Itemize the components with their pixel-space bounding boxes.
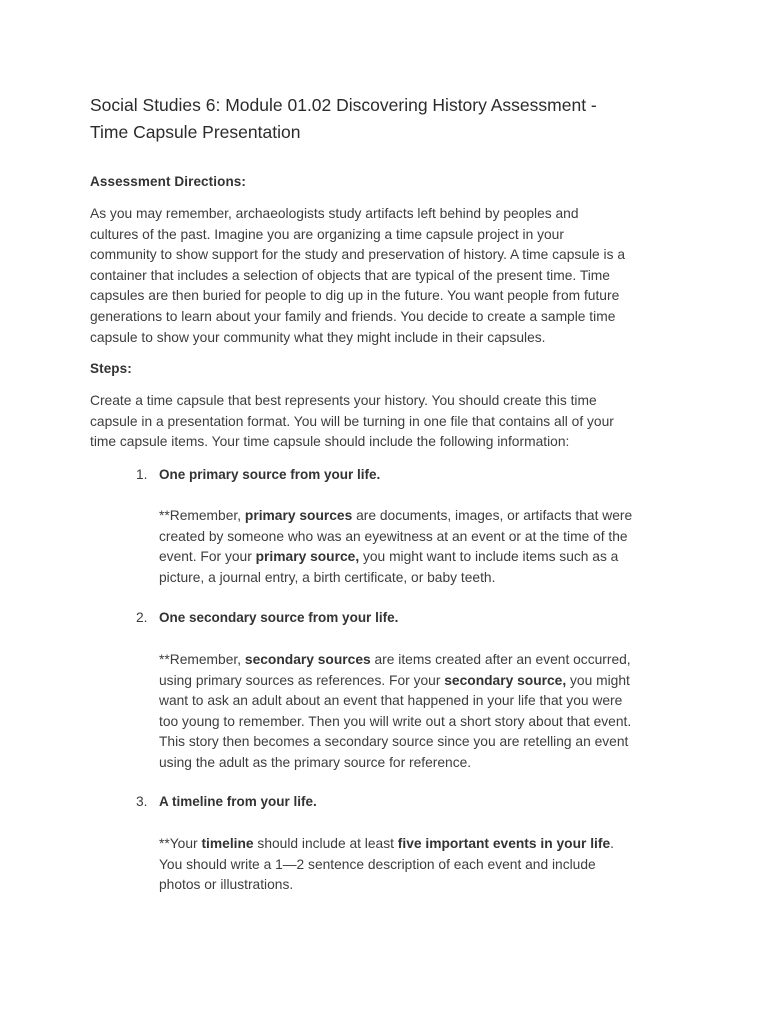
text-run: should include at least bbox=[253, 836, 398, 851]
body-line: photos or illustrations. bbox=[159, 877, 294, 893]
paragraph-line: community to show support for the study and preservation of history. A time capsule is a bbox=[90, 247, 626, 263]
text-run: using primary sources as references. For your bbox=[159, 672, 445, 688]
text-run: are documents, images, or artifacts that were bbox=[352, 508, 633, 523]
steps-paragraph bbox=[90, 391, 690, 453]
title-line-2: Time Capsule Presentation bbox=[90, 122, 301, 142]
list-item-title: A timeline from your life. bbox=[159, 794, 317, 809]
directions-paragraph bbox=[90, 204, 690, 348]
paragraph-line: capsule to show your community what they might include in their capsules. bbox=[90, 329, 546, 345]
paragraph-line: generations to learn about your family and friends. You decide to create a sample time bbox=[90, 308, 616, 324]
body-line: too young to remember. Then you will write out a short story about that event. bbox=[159, 713, 632, 729]
bold-term: primary source, bbox=[255, 549, 360, 565]
bold-term: secondary source, bbox=[444, 672, 567, 688]
bold-term: five important events in your life bbox=[397, 836, 611, 851]
body-line bbox=[159, 834, 699, 855]
body-line: picture, a journal entry, a birth certificate, or baby teeth. bbox=[159, 569, 496, 585]
bold-term: timeline bbox=[201, 836, 254, 851]
list-item-number: 1. bbox=[136, 467, 148, 482]
list-item-body bbox=[159, 650, 699, 774]
paragraph-line: time capsule items. Your time capsule should include the following information: bbox=[90, 434, 570, 450]
body-line bbox=[159, 547, 699, 568]
paragraph-line: capsule in a presentation format. You will be turning in one file that contains all of your bbox=[90, 413, 614, 429]
paragraph-line: container that includes a selection of objects that are typical of the present time. Time bbox=[90, 267, 610, 283]
paragraph-line: Create a time capsule that best represents your history. You should create this time bbox=[90, 393, 597, 408]
list-item-body bbox=[159, 834, 699, 896]
bold-term: secondary sources bbox=[244, 652, 371, 667]
list-item-title: One secondary source from your life. bbox=[159, 610, 399, 625]
text-run: event. For your bbox=[159, 549, 256, 565]
text-run: **Remember, bbox=[159, 652, 245, 667]
title-line-1: Social Studies 6: Module 01.02 Discovering History Assessment - bbox=[90, 95, 597, 115]
text-run: **Your bbox=[159, 836, 202, 851]
list-item-body bbox=[159, 506, 699, 588]
paragraph-line: cultures of the past. Imagine you are organizing a time capsule project in your bbox=[90, 226, 564, 242]
paragraph-line: As you may remember, archaeologists study artifacts left behind by peoples and bbox=[90, 206, 579, 221]
body-line bbox=[159, 506, 699, 527]
text-run: **Remember, bbox=[159, 508, 245, 523]
body-line: using the adult as the primary source for reference. bbox=[159, 754, 472, 770]
text-run: . bbox=[610, 836, 615, 851]
body-line: You should write a 1—2 sentence description of each event and include bbox=[159, 856, 596, 872]
text-run: you might want to include items such as a bbox=[359, 549, 619, 565]
page-title bbox=[90, 92, 690, 146]
directions-heading: Assessment Directions: bbox=[90, 174, 247, 189]
paragraph-line: capsules are then buried for people to dig up in the future. You want people from future bbox=[90, 288, 620, 304]
steps-heading: Steps: bbox=[90, 361, 132, 376]
bold-term: primary sources bbox=[244, 508, 353, 523]
list-item-number: 2. bbox=[136, 610, 148, 625]
body-line: created by someone who was an eyewitness at an event or at the time of the bbox=[159, 528, 628, 544]
body-line: This story then becomes a secondary source since you are retelling an event bbox=[159, 734, 629, 750]
body-line bbox=[159, 671, 699, 692]
text-run: you might bbox=[566, 672, 630, 688]
list-item-number: 3. bbox=[136, 794, 148, 809]
body-line: want to ask an adult about an event that happened in your life that you were bbox=[159, 693, 623, 709]
text-run: are items created after an event occurred, bbox=[370, 652, 631, 667]
list-item-title: One primary source from your life. bbox=[159, 467, 381, 482]
body-line bbox=[159, 650, 699, 671]
